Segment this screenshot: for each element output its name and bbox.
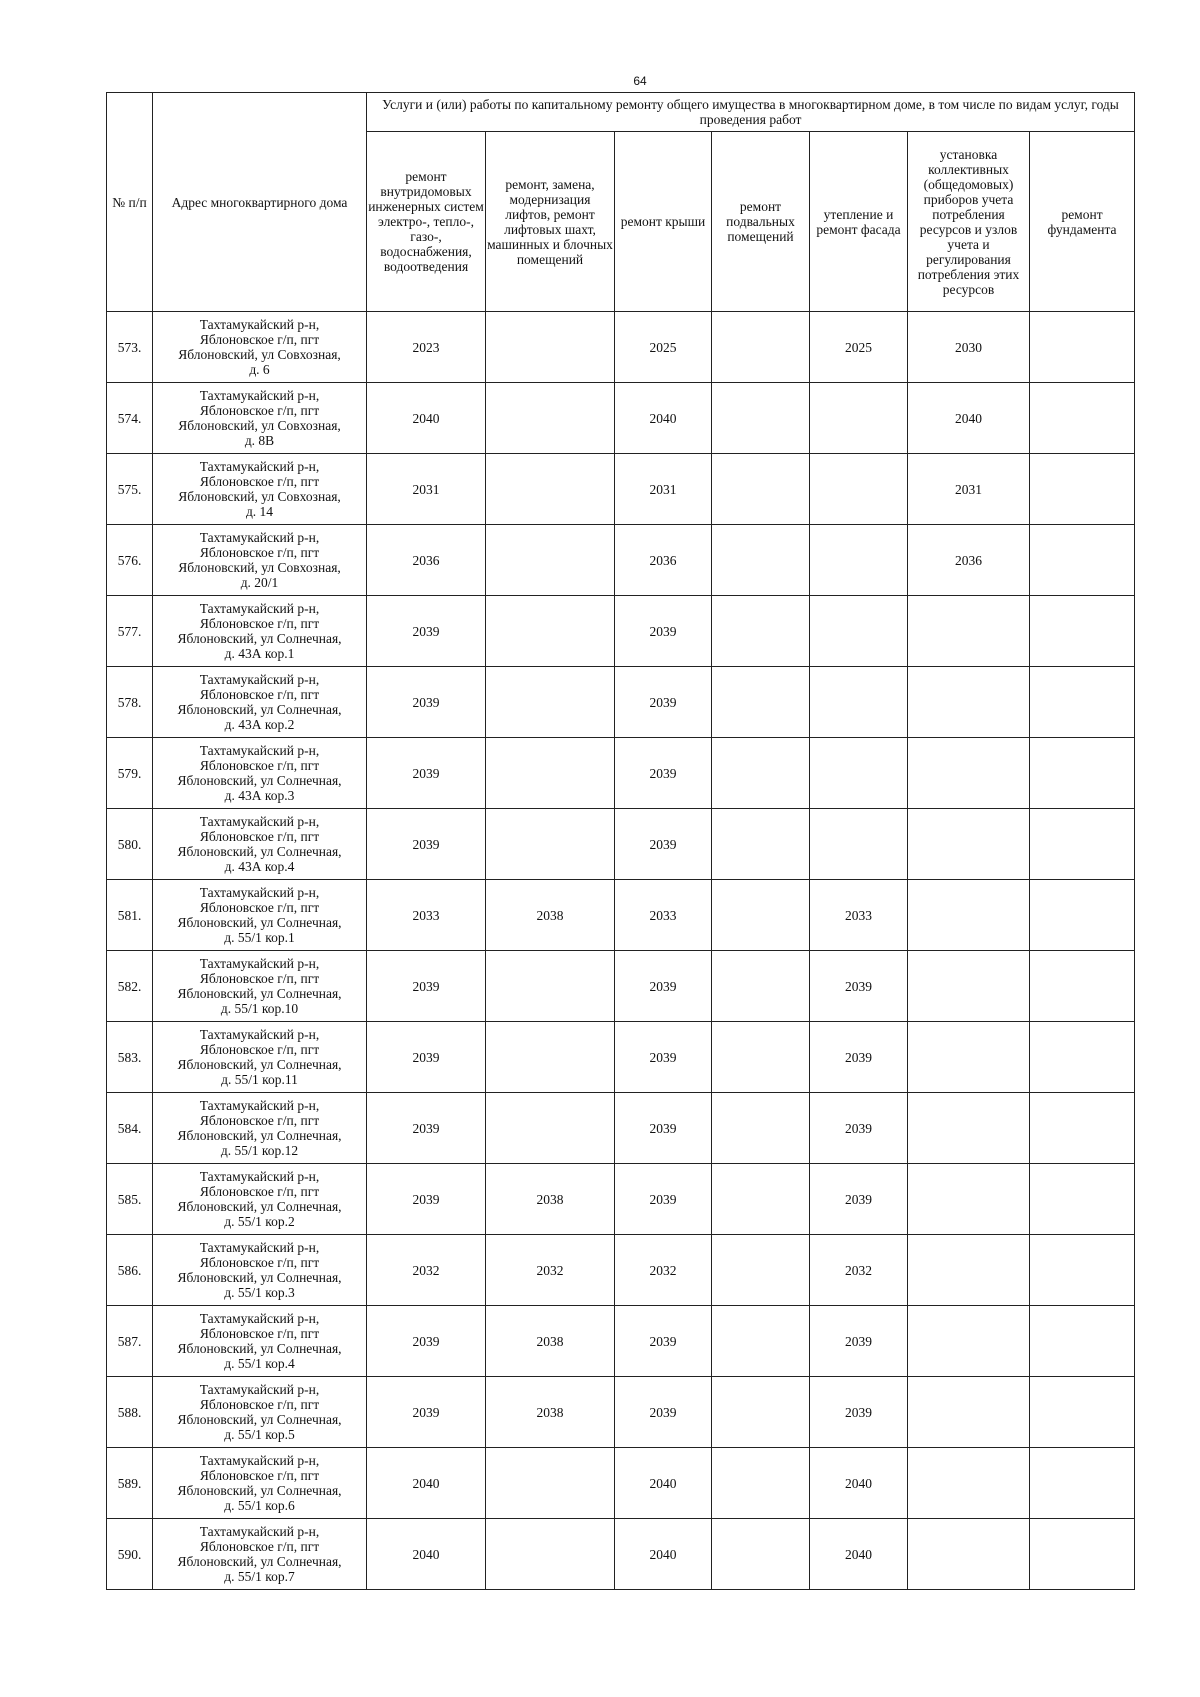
year-cell [712, 1306, 810, 1377]
address-line: Яблоновский, ул Солнечная, [177, 702, 342, 717]
year-cell [810, 809, 908, 880]
row-number: 588. [107, 1377, 153, 1448]
address-line: Яблоновское г/п, пгт [199, 332, 320, 347]
row-address [153, 1448, 367, 1519]
year-cell: 2032 [810, 1235, 908, 1306]
address-line: Яблоновский, ул Солнечная, [177, 1128, 342, 1143]
header-num: № п/п [107, 93, 153, 312]
row-number: 584. [107, 1093, 153, 1164]
year-cell: 2039 [367, 1377, 486, 1448]
row-number: 577. [107, 596, 153, 667]
year-cell [712, 596, 810, 667]
year-cell [810, 454, 908, 525]
header-address: Адрес многоквартирного дома [153, 93, 367, 312]
row-address [153, 312, 367, 383]
year-cell [1030, 951, 1135, 1022]
year-cell [486, 383, 615, 454]
address-line: Тахтамукайский р-н, [199, 1524, 320, 1539]
year-cell: 2039 [615, 667, 712, 738]
address-line: Яблоновское г/п, пгт [199, 1255, 320, 1270]
address-line: Тахтамукайский р-н, [199, 743, 320, 758]
year-cell: 2031 [908, 454, 1030, 525]
year-cell: 2039 [367, 1164, 486, 1235]
address-line: д. 43А кор.1 [224, 646, 295, 661]
header-services-group: Услуги и (или) работы по капитальному ремонту общего имущества в многоквартирном доме, в том числе по видам услуг, годы проведения работ [367, 93, 1135, 132]
year-cell [712, 951, 810, 1022]
address-line: Тахтамукайский р-н, [199, 459, 320, 474]
table-row [107, 596, 1135, 667]
row-address [153, 1093, 367, 1164]
year-cell [486, 312, 615, 383]
year-cell [1030, 1235, 1135, 1306]
row-address [153, 383, 367, 454]
address-line: Яблоновский, ул Солнечная, [177, 1483, 342, 1498]
year-cell: 2039 [367, 738, 486, 809]
table-row [107, 383, 1135, 454]
year-cell [712, 1448, 810, 1519]
year-cell [712, 1377, 810, 1448]
header-col-engineering-systems: ремонт внутридомовых инженерных систем электро-, тепло-, газо-, водоснабжения, водоотведения [367, 132, 486, 312]
table-row [107, 312, 1135, 383]
year-cell: 2038 [486, 880, 615, 951]
header-col-facade: утепление и ремонт фасада [810, 132, 908, 312]
address-line: Тахтамукайский р-н, [199, 317, 320, 332]
table-row [107, 951, 1135, 1022]
row-address [153, 809, 367, 880]
year-cell [810, 667, 908, 738]
year-cell [1030, 1448, 1135, 1519]
year-cell: 2038 [486, 1377, 615, 1448]
row-address [153, 1377, 367, 1448]
address-line: Яблоновский, ул Солнечная, [177, 844, 342, 859]
year-cell: 2031 [615, 454, 712, 525]
year-cell: 2040 [908, 383, 1030, 454]
year-cell [486, 951, 615, 1022]
address-line: д. 6 [249, 362, 270, 377]
row-number: 574. [107, 383, 153, 454]
address-line: Яблоновское г/п, пгт [199, 1042, 320, 1057]
year-cell [712, 454, 810, 525]
row-number: 581. [107, 880, 153, 951]
year-cell: 2040 [810, 1448, 908, 1519]
address-line: Тахтамукайский р-н, [199, 530, 320, 545]
year-cell [1030, 1519, 1135, 1590]
address-line: д. 55/1 кор.10 [220, 1001, 299, 1016]
year-cell: 2039 [367, 809, 486, 880]
year-cell [1030, 454, 1135, 525]
year-cell: 2033 [367, 880, 486, 951]
year-cell: 2040 [615, 1448, 712, 1519]
address-line: Яблоновское г/п, пгт [199, 758, 320, 773]
address-line: Яблоновский, ул Солнечная, [177, 915, 342, 930]
year-cell: 2039 [810, 1164, 908, 1235]
year-cell [908, 596, 1030, 667]
year-cell [486, 596, 615, 667]
year-cell [908, 1093, 1030, 1164]
year-cell [712, 1022, 810, 1093]
year-cell [1030, 880, 1135, 951]
year-cell [486, 1448, 615, 1519]
year-cell [486, 525, 615, 596]
table-row [107, 1448, 1135, 1519]
year-cell [712, 880, 810, 951]
year-cell: 2039 [615, 596, 712, 667]
address-line: д. 43А кор.4 [224, 859, 295, 874]
year-cell: 2023 [367, 312, 486, 383]
year-cell [810, 383, 908, 454]
row-address [153, 1519, 367, 1590]
row-address [153, 1164, 367, 1235]
year-cell: 2039 [615, 1022, 712, 1093]
year-cell: 2040 [810, 1519, 908, 1590]
year-cell [908, 667, 1030, 738]
year-cell [908, 1377, 1030, 1448]
address-line: Яблоновское г/п, пгт [199, 1326, 320, 1341]
table-row [107, 1377, 1135, 1448]
address-line: Яблоновское г/п, пгт [199, 1397, 320, 1412]
year-cell [1030, 1022, 1135, 1093]
address-line: д. 55/1 кор.2 [224, 1214, 295, 1229]
address-line: Тахтамукайский р-н, [199, 885, 320, 900]
address-line: д. 20/1 [240, 575, 279, 590]
row-number: 589. [107, 1448, 153, 1519]
row-address [153, 951, 367, 1022]
year-cell: 2039 [615, 951, 712, 1022]
year-cell: 2031 [367, 454, 486, 525]
year-cell: 2039 [367, 596, 486, 667]
year-cell [1030, 1093, 1135, 1164]
address-line: Яблоновский, ул Солнечная, [177, 1554, 342, 1569]
address-line: Яблоновское г/п, пгт [199, 971, 320, 986]
year-cell: 2039 [615, 1306, 712, 1377]
address-line: Яблоновский, ул Солнечная, [177, 773, 342, 788]
address-line: д. 43А кор.3 [224, 788, 295, 803]
year-cell: 2036 [908, 525, 1030, 596]
year-cell: 2039 [615, 1377, 712, 1448]
year-cell [486, 1519, 615, 1590]
year-cell [712, 1164, 810, 1235]
address-line: Тахтамукайский р-н, [199, 672, 320, 687]
table-row [107, 880, 1135, 951]
address-line: Яблоновский, ул Солнечная, [177, 1199, 342, 1214]
year-cell [1030, 809, 1135, 880]
address-line: д. 43А кор.2 [224, 717, 295, 732]
address-line: д. 55/1 кор.11 [221, 1072, 298, 1087]
table-row [107, 1164, 1135, 1235]
year-cell [810, 738, 908, 809]
row-number: 585. [107, 1164, 153, 1235]
year-cell [908, 1022, 1030, 1093]
year-cell [712, 525, 810, 596]
row-address [153, 596, 367, 667]
capital-repair-table [106, 92, 1135, 1590]
year-cell: 2032 [615, 1235, 712, 1306]
address-line: д. 8В [244, 433, 275, 448]
address-line: Яблоновский, ул Солнечная, [177, 1057, 342, 1072]
year-cell: 2039 [367, 1093, 486, 1164]
table-body [107, 312, 1135, 1590]
year-cell [1030, 383, 1135, 454]
address-line: Яблоновский, ул Совхозная, [178, 489, 341, 504]
address-line: Тахтамукайский р-н, [199, 601, 320, 616]
year-cell: 2033 [615, 880, 712, 951]
year-cell [908, 738, 1030, 809]
year-cell [712, 738, 810, 809]
year-cell: 2039 [810, 1093, 908, 1164]
year-cell [908, 1519, 1030, 1590]
address-line: Тахтамукайский р-н, [199, 1169, 320, 1184]
year-cell [486, 1022, 615, 1093]
year-cell: 2036 [615, 525, 712, 596]
year-cell: 2030 [908, 312, 1030, 383]
year-cell [486, 667, 615, 738]
table-row [107, 525, 1135, 596]
row-address [153, 1235, 367, 1306]
row-number: 576. [107, 525, 153, 596]
row-address [153, 1306, 367, 1377]
year-cell [712, 809, 810, 880]
year-cell [712, 1519, 810, 1590]
year-cell [486, 454, 615, 525]
year-cell: 2039 [367, 1306, 486, 1377]
row-number: 579. [107, 738, 153, 809]
address-line: Тахтамукайский р-н, [199, 1382, 320, 1397]
year-cell: 2040 [615, 1519, 712, 1590]
row-number: 587. [107, 1306, 153, 1377]
year-cell: 2033 [810, 880, 908, 951]
year-cell [712, 383, 810, 454]
year-cell: 2038 [486, 1164, 615, 1235]
address-line: Яблоновский, ул Солнечная, [177, 986, 342, 1001]
year-cell: 2040 [615, 383, 712, 454]
address-line: Яблоновский, ул Совхозная, [178, 347, 341, 362]
row-number: 580. [107, 809, 153, 880]
year-cell [908, 1164, 1030, 1235]
table-row [107, 1306, 1135, 1377]
address-line: Тахтамукайский р-н, [199, 1453, 320, 1468]
year-cell [908, 1306, 1030, 1377]
address-line: д. 55/1 кор.4 [224, 1356, 295, 1371]
row-number: 586. [107, 1235, 153, 1306]
table-row [107, 1093, 1135, 1164]
year-cell [1030, 1306, 1135, 1377]
address-line: Тахтамукайский р-н, [199, 388, 320, 403]
address-line: д. 55/1 кор.12 [220, 1143, 299, 1158]
row-address [153, 667, 367, 738]
year-cell [810, 596, 908, 667]
table-row [107, 809, 1135, 880]
year-cell [712, 1235, 810, 1306]
header-col-roof: ремонт крыши [615, 132, 712, 312]
table-row [107, 738, 1135, 809]
year-cell: 2039 [367, 951, 486, 1022]
year-cell [1030, 738, 1135, 809]
year-cell [712, 667, 810, 738]
address-line: Яблоновское г/п, пгт [199, 545, 320, 560]
row-address [153, 738, 367, 809]
year-cell [810, 525, 908, 596]
address-line: д. 55/1 кор.5 [224, 1427, 295, 1442]
year-cell [1030, 1164, 1135, 1235]
year-cell [908, 809, 1030, 880]
page-number: 64 [633, 74, 647, 88]
address-line: Яблоновское г/п, пгт [199, 1184, 320, 1199]
year-cell [1030, 312, 1135, 383]
row-number: 582. [107, 951, 153, 1022]
table-row [107, 1235, 1135, 1306]
year-cell: 2039 [810, 1306, 908, 1377]
header-col-basement: ремонт подвальных помещений [712, 132, 810, 312]
address-line: Яблоновский, ул Совхозная, [178, 560, 341, 575]
header-col-elevators: ремонт, замена, модернизация лифтов, ремонт лифтовых шахт, машинных и блочных помещений [486, 132, 615, 312]
address-line: Яблоновское г/п, пгт [199, 474, 320, 489]
row-number: 583. [107, 1022, 153, 1093]
year-cell: 2039 [615, 738, 712, 809]
address-line: Яблоновское г/п, пгт [199, 900, 320, 915]
address-line: Тахтамукайский р-н, [199, 956, 320, 971]
year-cell [1030, 1377, 1135, 1448]
address-line: Яблоновское г/п, пгт [199, 829, 320, 844]
address-line: д. 55/1 кор.7 [224, 1569, 295, 1584]
year-cell: 2032 [367, 1235, 486, 1306]
address-line: Яблоновское г/п, пгт [199, 1539, 320, 1554]
year-cell: 2038 [486, 1306, 615, 1377]
row-number: 575. [107, 454, 153, 525]
year-cell: 2039 [367, 667, 486, 738]
year-cell [908, 880, 1030, 951]
address-line: Тахтамукайский р-н, [199, 1027, 320, 1042]
year-cell [486, 1093, 615, 1164]
address-line: Тахтамукайский р-н, [199, 1098, 320, 1113]
year-cell: 2040 [367, 383, 486, 454]
address-line: Яблоновский, ул Солнечная, [177, 1341, 342, 1356]
table-row [107, 667, 1135, 738]
header-col-meters: установка коллективных (общедомовых) приборов учета потребления ресурсов и узлов учета и регулирования потребления этих ресурсов [908, 132, 1030, 312]
year-cell [1030, 525, 1135, 596]
address-line: Яблоновское г/п, пгт [199, 687, 320, 702]
year-cell [712, 1093, 810, 1164]
address-line: Яблоновское г/п, пгт [199, 616, 320, 631]
year-cell [486, 738, 615, 809]
year-cell: 2039 [615, 1164, 712, 1235]
year-cell: 2040 [367, 1519, 486, 1590]
row-number: 573. [107, 312, 153, 383]
address-line: Тахтамукайский р-н, [199, 814, 320, 829]
row-number: 590. [107, 1519, 153, 1590]
address-line: д. 14 [245, 504, 274, 519]
year-cell: 2032 [486, 1235, 615, 1306]
year-cell [1030, 596, 1135, 667]
row-address [153, 454, 367, 525]
address-line: д. 55/1 кор.3 [224, 1285, 295, 1300]
address-line: Яблоновский, ул Совхозная, [178, 418, 341, 433]
year-cell: 2039 [810, 1022, 908, 1093]
address-line: Яблоновский, ул Солнечная, [177, 1270, 342, 1285]
year-cell: 2040 [367, 1448, 486, 1519]
year-cell: 2039 [810, 1377, 908, 1448]
table-row [107, 454, 1135, 525]
year-cell: 2025 [810, 312, 908, 383]
address-line: Яблоновское г/п, пгт [199, 1113, 320, 1128]
row-number: 578. [107, 667, 153, 738]
address-line: Тахтамукайский р-н, [199, 1311, 320, 1326]
year-cell [712, 312, 810, 383]
year-cell: 2025 [615, 312, 712, 383]
address-line: Яблоновский, ул Солнечная, [177, 631, 342, 646]
row-address [153, 880, 367, 951]
address-line: Яблоновский, ул Солнечная, [177, 1412, 342, 1427]
year-cell [486, 809, 615, 880]
table-row [107, 1519, 1135, 1590]
header-col-foundation: ремонт фундамента [1030, 132, 1135, 312]
address-line: д. 55/1 кор.6 [224, 1498, 295, 1513]
year-cell [908, 951, 1030, 1022]
row-address [153, 525, 367, 596]
year-cell: 2036 [367, 525, 486, 596]
address-line: Яблоновское г/п, пгт [199, 1468, 320, 1483]
year-cell: 2039 [615, 809, 712, 880]
year-cell [1030, 667, 1135, 738]
year-cell: 2039 [367, 1022, 486, 1093]
table-row [107, 1022, 1135, 1093]
row-address [153, 1022, 367, 1093]
year-cell [908, 1448, 1030, 1519]
address-line: Тахтамукайский р-н, [199, 1240, 320, 1255]
year-cell: 2039 [810, 951, 908, 1022]
address-line: Яблоновское г/п, пгт [199, 403, 320, 418]
year-cell [908, 1235, 1030, 1306]
address-line: д. 55/1 кор.1 [224, 930, 295, 945]
year-cell: 2039 [615, 1093, 712, 1164]
